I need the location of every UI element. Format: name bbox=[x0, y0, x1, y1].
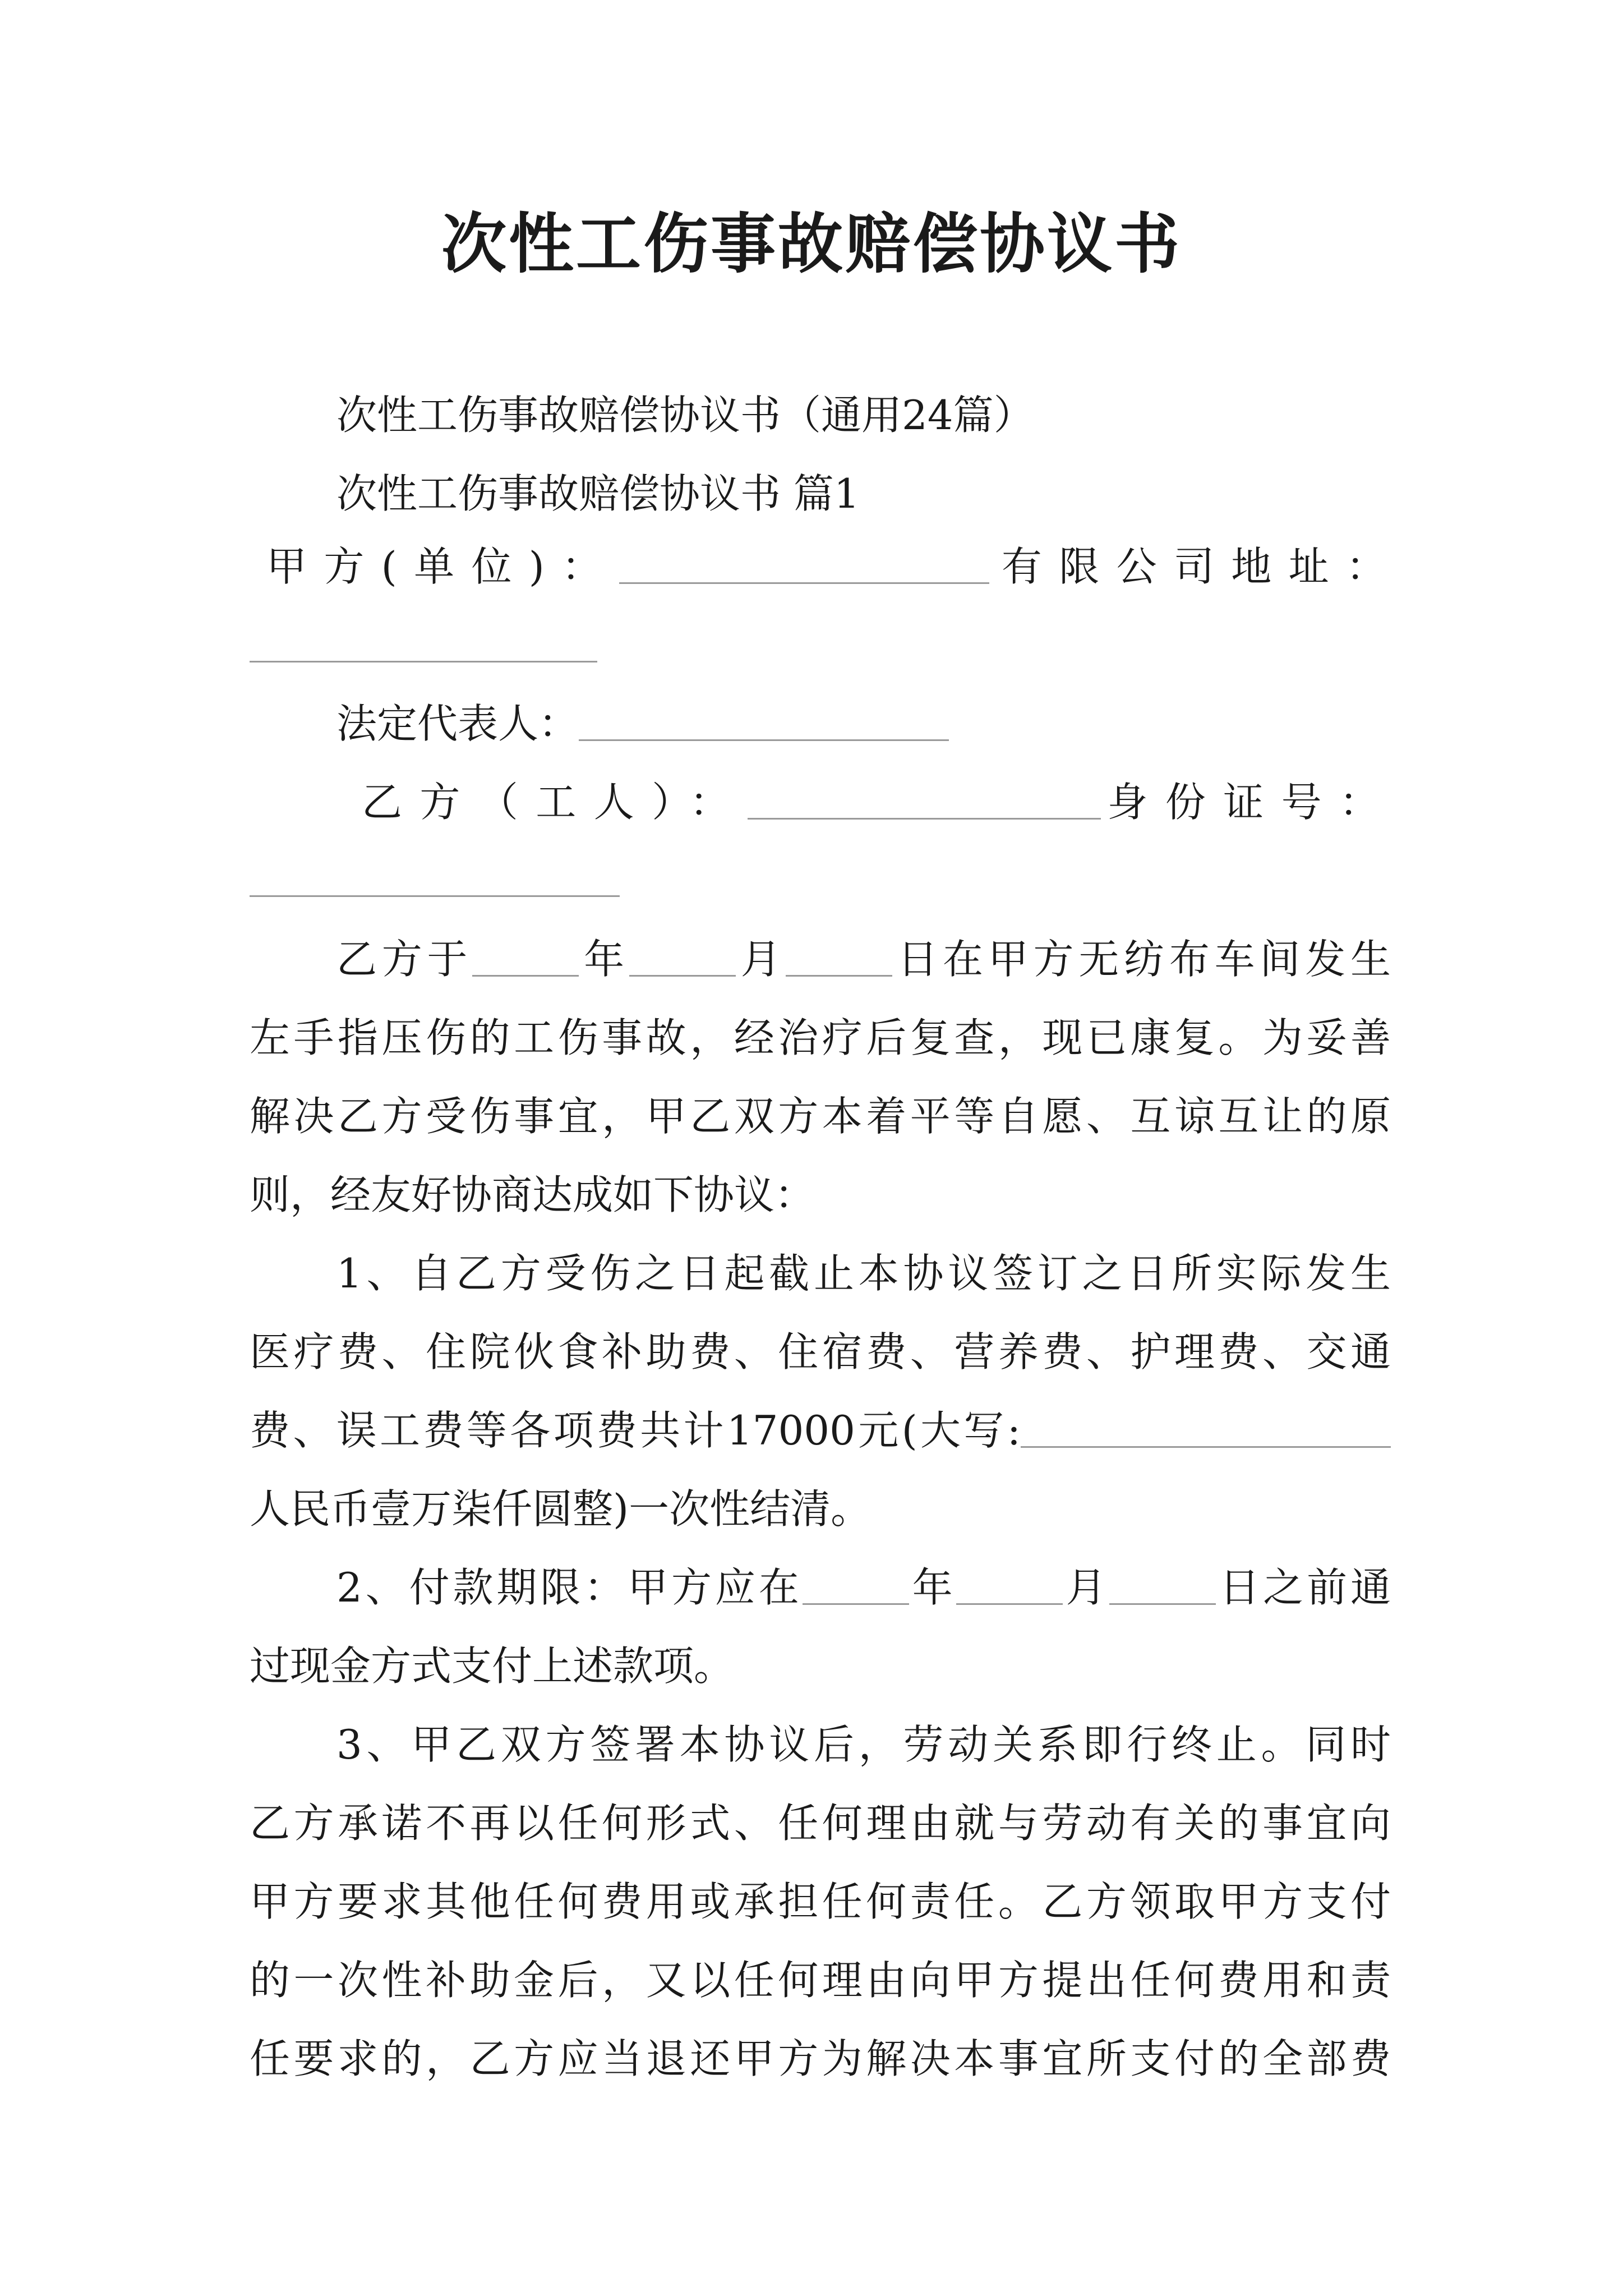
clause3-line-5: 任要求的，乙方应当退还甲方为解决本事宜所支付的全部费 bbox=[250, 2035, 1391, 2082]
month-label: 月 bbox=[735, 936, 786, 983]
clause2-line-1 bbox=[250, 1559, 1391, 1616]
clause1-line-3 bbox=[250, 1402, 1391, 1458]
intro-line-2: 左手指压伤的工伤事故，经治疗后复查，现已康复。为妥善 bbox=[250, 1014, 1391, 1061]
payment-year-label: 年 bbox=[909, 1564, 956, 1611]
party-b-name-blank bbox=[748, 779, 1101, 820]
legal-rep-blank bbox=[579, 700, 949, 741]
party-a-line bbox=[250, 539, 1391, 595]
clause3-text: 3、甲乙双方签署本协议后，劳动关系即行终止。同时 bbox=[336, 1721, 1391, 1768]
section-heading: 次性工伤事故赔偿协议书 篇1 bbox=[336, 470, 860, 517]
clause1-line-1 bbox=[250, 1245, 1391, 1301]
clause3-line-3: 甲方要求其他任何费用或承担任何责任。乙方领取甲方支付 bbox=[250, 1878, 1391, 1925]
clause1-text: 1、自乙方受伤之日起截止本协议签订之日所实际发生 bbox=[336, 1250, 1391, 1297]
clause2-text-end: 日之前通 bbox=[1216, 1564, 1391, 1611]
party-a-name-blank bbox=[619, 543, 989, 584]
clause1-amount-text: 费、误工费等各项费共计17000元(大写: bbox=[250, 1407, 1021, 1454]
clause2-line-2: 过现金方式支付上述款项。 bbox=[250, 1642, 735, 1690]
clause2-text-start: 2、付款期限：甲方应在 bbox=[336, 1564, 803, 1611]
payment-day-blank bbox=[1109, 1564, 1216, 1605]
month-blank bbox=[629, 936, 736, 977]
intro-text-end: 日在甲方无纺布车间发生 bbox=[892, 936, 1391, 983]
party-b-label: 乙方（工人）： bbox=[362, 779, 748, 826]
amount-uppercase-blank bbox=[1021, 1407, 1391, 1448]
id-number-blank bbox=[250, 895, 620, 897]
legal-rep-line bbox=[336, 696, 949, 752]
payment-year-blank bbox=[803, 1564, 909, 1605]
clause1-line-4: 人民币壹万柒仟圆整)一次性结清。 bbox=[250, 1485, 872, 1533]
payment-month-blank bbox=[956, 1564, 1063, 1605]
intro-line-4: 则，经友好协商达成如下协议： bbox=[250, 1171, 815, 1218]
clause3-line-4: 的一次性补助金后，又以任何理由向甲方提出任何费用和责 bbox=[250, 1957, 1391, 2004]
day-blank bbox=[786, 936, 892, 977]
party-a-address-blank bbox=[250, 661, 597, 662]
party-a-label: 甲方(单位)： bbox=[266, 543, 619, 590]
document-subtitle: 次性工伤事故赔偿协议书（通用24篇） bbox=[336, 392, 1034, 439]
clause1-line-2: 医疗费、住院伙食补助费、住宿费、营养费、护理费、交通 bbox=[250, 1328, 1391, 1375]
id-number-label: 身份证号： bbox=[1100, 779, 1391, 826]
intro-line-3: 解决乙方受伤事宜，甲乙双方本着平等自愿、互谅互让的原 bbox=[250, 1093, 1391, 1140]
legal-rep-label: 法定代表人： bbox=[336, 700, 579, 747]
party-b-line bbox=[250, 774, 1391, 830]
intro-line-1 bbox=[250, 931, 1391, 987]
document-title: 次性工伤事故赔偿协议书 bbox=[441, 206, 1182, 282]
party-a-address-label: 有限公司地址： bbox=[989, 543, 1391, 590]
year-label: 年 bbox=[579, 936, 629, 983]
intro-text-start: 乙方于 bbox=[336, 936, 473, 983]
year-blank bbox=[472, 936, 579, 977]
payment-month-label: 月 bbox=[1062, 1564, 1110, 1611]
clause3-line-1 bbox=[250, 1717, 1391, 1773]
clause3-line-2: 乙方承诺不再以任何形式、任何理由就与劳动有关的事宜向 bbox=[250, 1800, 1391, 1847]
